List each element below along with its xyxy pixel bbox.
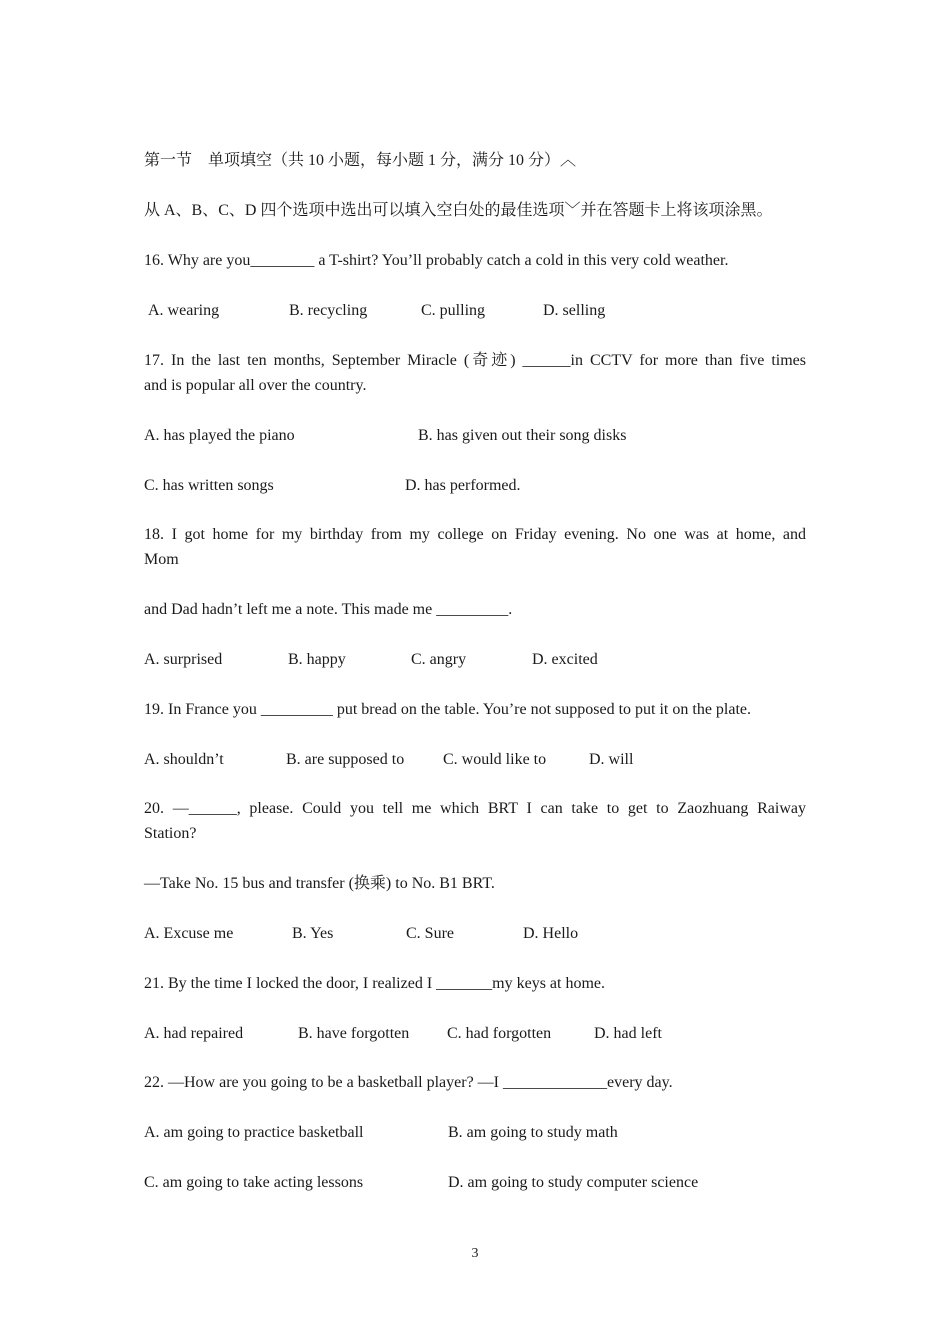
question-18-stem-line1: 18. I got home for my birthday from my college on Friday evening. No one was at home, and [144,526,806,543]
q19-option-a: A. shouldn’t [144,751,224,768]
q20-option-c: C. Sure [406,925,454,942]
q22-option-c: C. am going to take acting lessons [144,1174,364,1191]
question-17-stem-line2: and is popular all over the country. [144,377,367,394]
q21-option-b: B. have forgotten [298,1025,410,1042]
q19-option-d: D. will [589,751,634,768]
q16-option-a: A. wearing [148,302,220,319]
q18-option-c: C. angry [411,651,467,668]
question-20-stem-line2: Station? [144,825,197,842]
q18-option-b: B. happy [288,651,346,668]
q20-option-a: A. Excuse me [144,925,234,942]
q20-option-d: D. Hello [523,925,579,942]
q22-option-d: D. am going to study computer science [448,1174,699,1191]
q17-option-a: A. has played the piano [144,427,295,444]
q16-option-b: B. recycling [289,302,368,319]
q21-option-c: C. had forgotten [447,1025,552,1042]
q16-option-c: C. pulling [421,302,486,319]
question-20-reply: —Take No. 15 bus and transfer (换乘) to No. B1 BRT. [144,875,495,892]
page-number: 3 [471,1246,479,1261]
q17-option-c: C. has written songs [144,477,274,494]
question-20-stem-line1: 20. —______, please. Could you tell me which BRT I can take to get to Zaozhuang Raiway [144,800,806,817]
question-16-stem: 16. Why are you________ a T-shirt? You’ll probably catch a cold in this very cold weather. [144,252,729,269]
q21-option-d: D. had left [594,1025,662,1042]
q17-option-d: D. has performed. [405,477,521,494]
section-instruction: 从 A、B、C、D 四个选项中选出可以填入空白处的最佳选项﹀并在答题卡上将该项涂黑。 [144,202,773,219]
q19-option-b: B. are supposed to [286,751,405,768]
q22-option-a: A. am going to practice basketball [144,1124,364,1141]
question-18-stem-line2: Mom [144,551,179,568]
question-17-stem-line1: 17. In the last ten months, September Miracle (奇迹) ______in CCTV for more than five times [144,352,806,369]
q18-option-a: A. surprised [144,651,223,668]
q18-option-d: D. excited [532,651,598,668]
section-heading: 第一节 单项填空（共 10 小题，每小题 1 分，满分 10 分）︿ [144,152,577,169]
question-21-stem: 21. By the time I locked the door, I realized I _______my keys at home. [144,975,606,992]
q17-option-b: B. has given out their song disks [418,427,627,444]
q19-option-c: C. would like to [443,751,547,768]
q21-option-a: A. had repaired [144,1025,244,1042]
question-22-stem: 22. —How are you going to be a basketball player? —I _____________every day. [144,1074,673,1091]
q16-option-d: D. selling [543,302,606,319]
q20-option-b: B. Yes [292,925,334,942]
question-18-stem-line3: and Dad hadn’t left me a note. This made me _________. [144,601,513,618]
question-19-stem: 19. In France you _________ put bread on the table. You’re not supposed to put it on the plate. [144,701,752,718]
q22-option-b: B. am going to study math [448,1124,618,1141]
